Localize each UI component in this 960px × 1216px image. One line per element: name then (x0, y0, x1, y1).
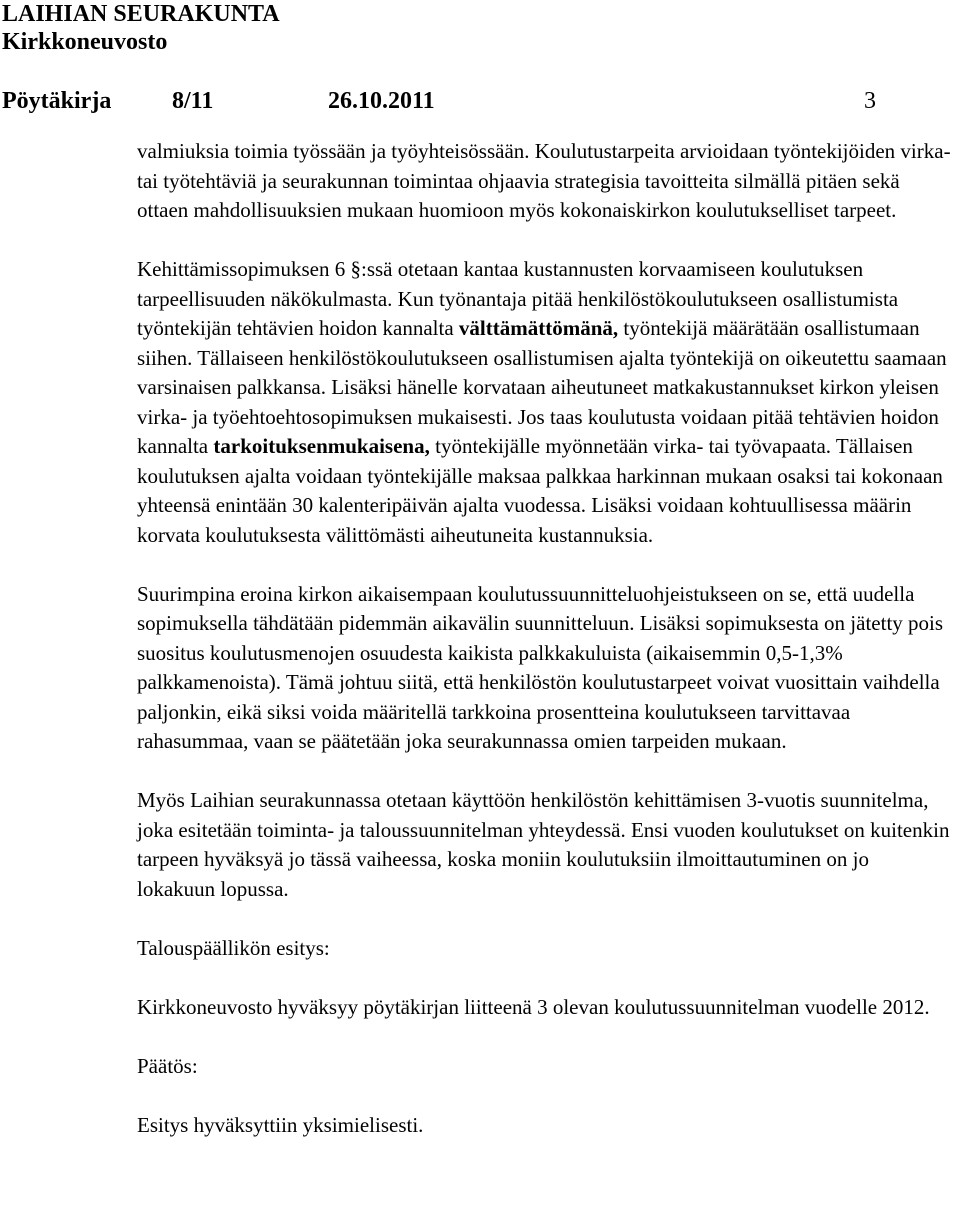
paragraph-gap (137, 757, 952, 787)
decision-label: Päätös: (137, 1053, 198, 1078)
page-number: 3 (864, 88, 876, 114)
document-body (137, 137, 952, 1140)
minutes-meta-row (2, 86, 952, 116)
paragraph-cost-compensation (137, 255, 952, 550)
meeting-date: 26.10.2011 (328, 88, 435, 114)
organization-name: LAIHIAN SEURAKUNTA (2, 1, 280, 27)
paragraph-training-needs: valmiuksia toimia työssään ja työyhteisössään. Koulutustarpeita arvioidaan työntekijöiden virka- tai työtehtäviä ja seurakunnan toimintaa ohjaavia strategisia tavoitteita silmällä pitäen sekä ottaen mahdollisuuksien mukaan huomioon myös kokonaiskirkon koulutukselliset tarpeet. (137, 139, 951, 222)
paragraph-gap (137, 226, 952, 256)
proposal-text: Kirkkoneuvosto hyväksyy pöytäkirjan liitteenä 3 olevan koulutussuunnitelman vuodelle 2012. (137, 994, 930, 1019)
body-name: Kirkkoneuvosto (2, 29, 168, 55)
document-header (2, 0, 952, 56)
paragraph-gap (137, 1022, 952, 1052)
paragraph-gap (137, 550, 952, 580)
decision-text: Esitys hyväksyttiin yksimielisesti. (137, 1112, 424, 1137)
bold-term-appropriate: tarkoituksenmukaisena, (213, 434, 430, 458)
paragraph-gap (137, 963, 952, 993)
paragraph-differences: Suurimpina eroina kirkon aikaisempaan koulutussuunnitteluohjeistukseen on se, että uudella sopimuksella tähdätään pidemmän aikavälin suunnitteluun. Lisäksi sopimuksesta on jätetty pois suositus koulutusmenojen osuudesta kaikista palkkakuluista (aikaisemmin 0,5-1,3% palkkamenoista). Tämä johtuu siitä, että henkilöstön koulutustarpeet voivat vuosittain vaihdella paljonkin, eikä siksi voida määritellä tarkkoina prosentteina koulutukseen tarvittavaa rahasummaa, vaan se päätetään joka seurakunnassa omien tarpeiden mukaan. (137, 581, 944, 753)
text-segment: Kehittämissopimuksen 6 §:ssä otetaan kantaa kustannusten korvaamiseen koulutuksen tarpeellisuuden näkökulmasta. Kun työnantaja pitää henkilöstökoulutukseen osallistumista työntekijän tehtävien hoidon kannalta (137, 257, 899, 340)
paragraph-gap (137, 904, 952, 934)
text-segment: työntekijälle myönnetään virka- tai työvapaata. Tällaisen koulutuksen ajalta voidaan työntekijälle maksaa palkkaa harkinnan mukaan osaksi tai kokonaan yhteensä enintään 30 kalenteripäivän ajalta vuodessa. Lisäksi voidaan kohtuullisessa määrin korvata koulutuksesta välittömästi aiheutuneita kustannuksia. (137, 434, 943, 547)
document-type: Pöytäkirja (2, 88, 112, 114)
text-segment: työntekijä määrätään osallistumaan siihen. Tällaiseen henkilöstökoulutukseen osallistumisen ajalta työntekijä on oikeutettu saamaan varsinaisen palkkansa. Lisäksi hänelle korvataan aiheutuneet matkakustannukset kirkon yleisen virka- ja työehtoehtosopimuksen mukaisesti. Jos taas koulutusta voidaan pitää tehtävien hoidon kannalta (137, 316, 947, 458)
paragraph-gap (137, 1081, 952, 1111)
paragraph-laihia-plan: Myös Laihian seurakunnassa otetaan käyttöön henkilöstön kehittämisen 3-vuotis suunnitelma, joka esitetään toiminta- ja taloussuunnitelman yhteydessä. Ensi vuoden koulutukset on kuitenkin tarpeen hyväksyä jo tässä vaiheessa, koska moniin koulutuksiin ilmoittautuminen on jo lokakuun lopussa. (137, 788, 950, 901)
document-number: 8/11 (172, 88, 214, 114)
bold-term-essential: välttämättömänä, (458, 316, 619, 340)
proposal-label: Talouspäällikön esitys: (137, 935, 330, 960)
